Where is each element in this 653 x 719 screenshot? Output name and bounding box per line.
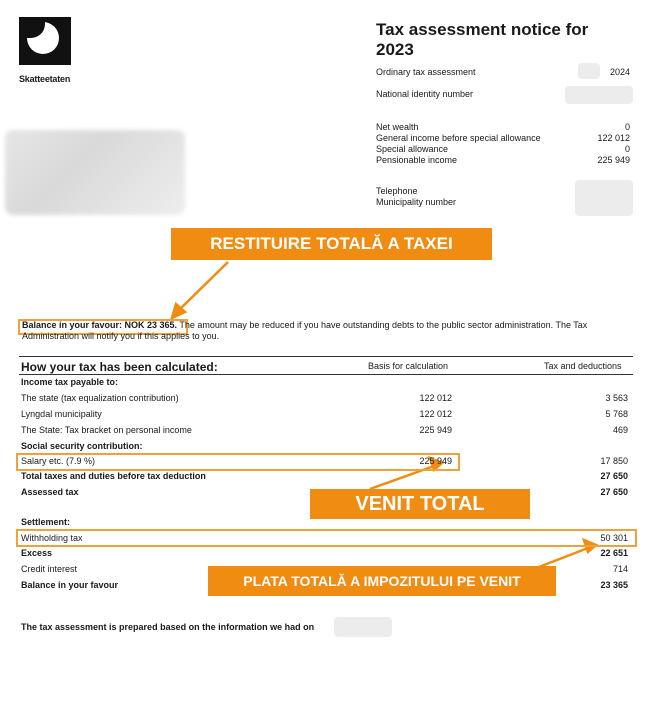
- divider-mid: [19, 374, 633, 375]
- summary-value-0: 0: [624, 122, 630, 132]
- summary-label-3: Pensionable income: [376, 155, 458, 165]
- calc-heading: How your tax has been calculated:: [21, 360, 218, 374]
- excess-label: Excess: [21, 548, 53, 558]
- balance-value: 23 365: [600, 580, 628, 590]
- balance-text: The amount may be reduced if you have outstanding debts to the public sector administration. The Tax Administration will notify you if this applies to you.: [22, 320, 588, 341]
- balance-notice: [22, 320, 632, 342]
- contact-label-telephone: Telephone: [376, 186, 418, 196]
- divider-top: [19, 356, 633, 357]
- salary-label: Salary etc. (7.9 %): [21, 456, 96, 466]
- summary-value-1: 122 012: [597, 133, 630, 143]
- field-value-ordinary: 2024: [609, 67, 630, 77]
- page-title: Tax assessment notice for 2023: [376, 20, 589, 59]
- field-label-id: National identity number: [376, 89, 474, 99]
- balance-highlight-text: Balance in your favour: NOK 23 365.: [22, 320, 178, 330]
- assessed-tax: 27 650: [600, 487, 628, 497]
- settlement-heading: Settlement:: [21, 517, 71, 527]
- withholding-label: Withholding tax: [21, 533, 83, 543]
- summary-value-3: 225 949: [597, 155, 630, 165]
- redacted-date: [334, 617, 392, 637]
- total-before-label: Total taxes and duties before tax deduction: [21, 471, 206, 481]
- salary-basis: 225 949: [419, 456, 452, 466]
- summary-value-2: 0: [624, 144, 630, 154]
- row-label-2: The State: Tax bracket on personal income: [21, 425, 192, 435]
- contact-label-municipality: Municipality number: [376, 197, 457, 207]
- refund-banner: RESTITUIRE TOTALĂ A TAXEI: [171, 228, 492, 260]
- credit-label: Credit interest: [21, 564, 78, 574]
- total-before-tax: 27 650: [600, 471, 628, 481]
- social-heading: Social security contribution:: [21, 441, 143, 451]
- assessed-label: Assessed tax: [21, 487, 79, 497]
- salary-tax: 17 850: [600, 456, 628, 466]
- payment-banner: PLATA TOTALĂ A IMPOZITULUI PE VENIT: [208, 566, 556, 596]
- summary-label-0: Net wealth: [376, 122, 419, 132]
- row-tax-1: 5 768: [605, 409, 628, 419]
- excess-value: 22 651: [600, 548, 628, 558]
- row-label-1: Lyngdal municipality: [21, 409, 102, 419]
- balance-label: Balance in your favour: [21, 580, 119, 590]
- col-basis-header: Basis for calculation: [368, 361, 449, 371]
- summary-label-1: General income before special allowance: [376, 133, 541, 143]
- row-tax-0: 3 563: [605, 393, 628, 403]
- withholding-highlight-box: [16, 529, 637, 547]
- row-basis-0: 122 012: [419, 393, 452, 403]
- arrow-refund: [172, 262, 228, 318]
- income-tax-heading: Income tax payable to:: [21, 377, 119, 387]
- income-banner: VENIT TOTAL: [310, 489, 530, 519]
- row-basis-1: 122 012: [419, 409, 452, 419]
- footer-text: The tax assessment is prepared based on the information we had on: [21, 622, 315, 632]
- credit-value: 714: [612, 564, 628, 574]
- row-label-0: The state (tax equalization contribution): [21, 393, 179, 403]
- logo-brand-text: Skatteetaten: [19, 74, 71, 84]
- col-tax-header: Tax and deductions: [544, 361, 622, 371]
- row-basis-2: 225 949: [419, 425, 452, 435]
- summary-label-2: Special allowance: [376, 144, 449, 154]
- row-tax-2: 469: [612, 425, 628, 435]
- withholding-value: 50 301: [600, 533, 628, 543]
- field-label-ordinary: Ordinary tax assessment: [376, 67, 476, 77]
